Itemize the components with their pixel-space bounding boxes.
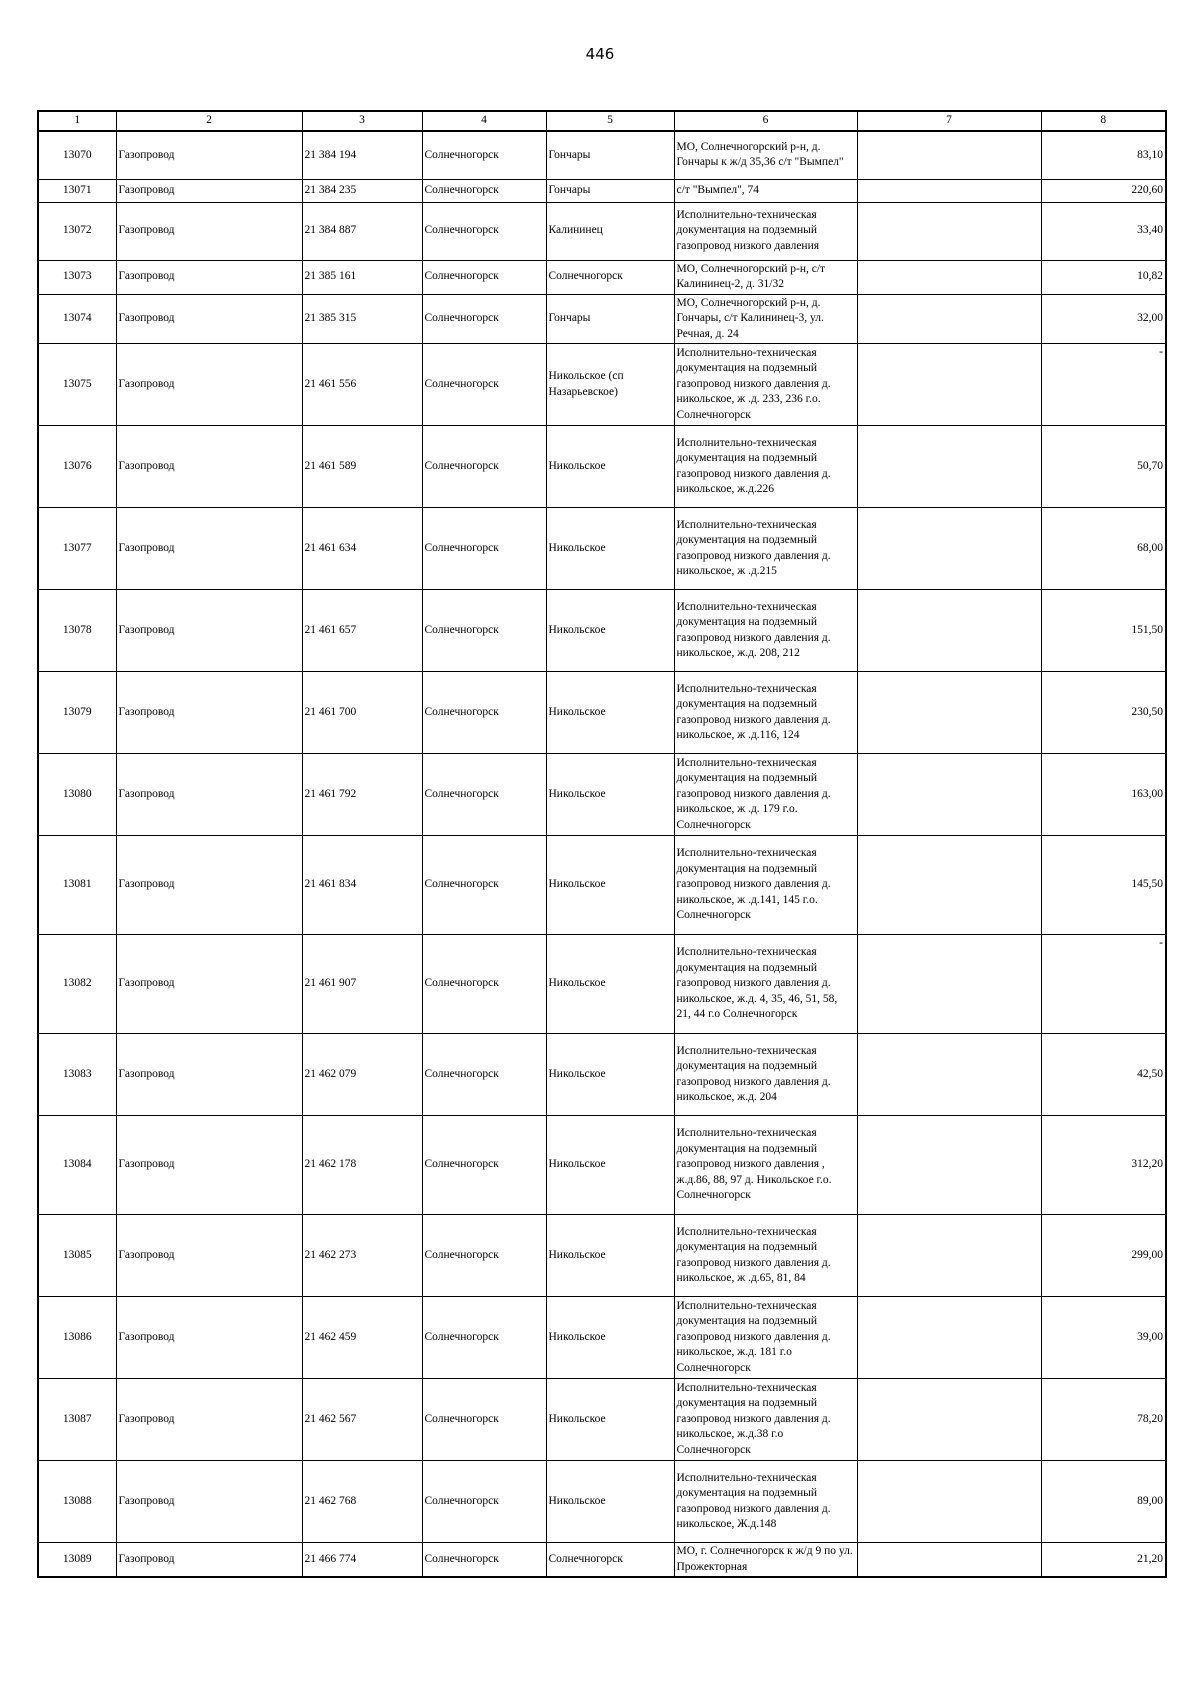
- column-header: 8: [1041, 111, 1166, 131]
- district-name: Солнечногорск: [422, 131, 546, 179]
- locality-name: Никольское: [546, 1297, 674, 1379]
- address-text: Исполнительно-техническая документация на подземный газопровод низкого давления д. никольское, ж.д.38 г.о Солнечногорск: [674, 1379, 857, 1461]
- address-text: Исполнительно-техническая документация на подземный газопровод низкого давления д. никольское, ж .д.116, 124: [674, 672, 857, 754]
- district-name: Солнечногорск: [422, 202, 546, 260]
- district-name: Солнечногорск: [422, 836, 546, 935]
- address-text: Исполнительно-техническая документация на подземный газопровод низкого давления д. никольское, ж.д. 208, 212: [674, 590, 857, 672]
- object-name: Газопровод: [116, 1116, 302, 1215]
- district-name: Солнечногорск: [422, 590, 546, 672]
- length-value: 10,82: [1041, 260, 1166, 294]
- address-text: с/т "Вымпел", 74: [674, 179, 857, 202]
- address-text: Исполнительно-техническая документация на подземный газопровод низкого давления д. никольское, ж .д. 179 г.о. Солнечногорск: [674, 754, 857, 836]
- column-header: 6: [674, 111, 857, 131]
- length-value: 312,20: [1041, 1116, 1166, 1215]
- object-name: Газопровод: [116, 131, 302, 179]
- length-value: 42,50: [1041, 1034, 1166, 1116]
- district-name: Солнечногорск: [422, 1215, 546, 1297]
- table-row: [38, 426, 1166, 508]
- length-value: -: [1041, 344, 1166, 426]
- address-text: МО, Солнечногорский р-н, д. Гончары, с/т Калининец-3, ул. Речная, д. 24: [674, 294, 857, 344]
- locality-name: Гончары: [546, 179, 674, 202]
- object-name: Газопровод: [116, 202, 302, 260]
- column-7-cell: [857, 260, 1041, 294]
- object-name: Газопровод: [116, 179, 302, 202]
- district-name: Солнечногорск: [422, 260, 546, 294]
- table-row: [38, 1461, 1166, 1543]
- locality-name: Гончары: [546, 131, 674, 179]
- table-row: [38, 672, 1166, 754]
- row-number: 13070: [38, 131, 116, 179]
- address-text: Исполнительно-техническая документация на подземный газопровод низкого давления д. никольское, ж .д.65, 81, 84: [674, 1215, 857, 1297]
- length-value: 89,00: [1041, 1461, 1166, 1543]
- length-value: 50,70: [1041, 426, 1166, 508]
- column-7-cell: [857, 202, 1041, 260]
- column-header: 4: [422, 111, 546, 131]
- locality-name: Солнечногорск: [546, 1543, 674, 1578]
- row-number: 13086: [38, 1297, 116, 1379]
- table-row: [38, 1116, 1166, 1215]
- table-body: [38, 131, 1166, 1577]
- object-code: 21 466 774: [302, 1543, 422, 1578]
- row-number: 13078: [38, 590, 116, 672]
- column-7-cell: [857, 1297, 1041, 1379]
- table-row: [38, 1215, 1166, 1297]
- district-name: Солнечногорск: [422, 672, 546, 754]
- district-name: Солнечногорск: [422, 1461, 546, 1543]
- column-7-cell: [857, 179, 1041, 202]
- object-code: 21 462 178: [302, 1116, 422, 1215]
- row-number: 13084: [38, 1116, 116, 1215]
- locality-name: Никольское: [546, 935, 674, 1034]
- row-number: 13085: [38, 1215, 116, 1297]
- locality-name: Никольское: [546, 1461, 674, 1543]
- object-name: Газопровод: [116, 836, 302, 935]
- row-number: 13076: [38, 426, 116, 508]
- district-name: Солнечногорск: [422, 1297, 546, 1379]
- object-name: Газопровод: [116, 1297, 302, 1379]
- column-header: 5: [546, 111, 674, 131]
- object-code: 21 461 907: [302, 935, 422, 1034]
- locality-name: Солнечногорск: [546, 260, 674, 294]
- object-code: 21 461 792: [302, 754, 422, 836]
- object-code: 21 462 459: [302, 1297, 422, 1379]
- column-7-cell: [857, 935, 1041, 1034]
- column-7-cell: [857, 1379, 1041, 1461]
- length-value: 21,20: [1041, 1543, 1166, 1578]
- length-value: 151,50: [1041, 590, 1166, 672]
- row-number: 13071: [38, 179, 116, 202]
- object-code: 21 461 556: [302, 344, 422, 426]
- row-number: 13074: [38, 294, 116, 344]
- row-number: 13088: [38, 1461, 116, 1543]
- object-code: 21 384 194: [302, 131, 422, 179]
- column-7-cell: [857, 836, 1041, 935]
- table-row: [38, 179, 1166, 202]
- length-value: 33,40: [1041, 202, 1166, 260]
- object-code: 21 385 161: [302, 260, 422, 294]
- object-name: Газопровод: [116, 590, 302, 672]
- length-value: 39,00: [1041, 1297, 1166, 1379]
- object-code: 21 461 634: [302, 508, 422, 590]
- object-name: Газопровод: [116, 935, 302, 1034]
- column-7-cell: [857, 1543, 1041, 1578]
- column-header: 2: [116, 111, 302, 131]
- table-row: [38, 260, 1166, 294]
- object-code: 21 462 079: [302, 1034, 422, 1116]
- row-number: 13079: [38, 672, 116, 754]
- row-number: 13072: [38, 202, 116, 260]
- table-row: [38, 754, 1166, 836]
- column-header: 3: [302, 111, 422, 131]
- district-name: Солнечногорск: [422, 935, 546, 1034]
- address-text: МО, Солнечногорский р-н, д. Гончары к ж/д 35,36 с/т "Вымпел": [674, 131, 857, 179]
- row-number: 13080: [38, 754, 116, 836]
- length-value: 163,00: [1041, 754, 1166, 836]
- address-text: Исполнительно-техническая документация на подземный газопровод низкого давления д. никольское, ж .д. 233, 236 г.о. Солнечногорск: [674, 344, 857, 426]
- column-7-cell: [857, 754, 1041, 836]
- length-value: 68,00: [1041, 508, 1166, 590]
- row-number: 13081: [38, 836, 116, 935]
- object-code: 21 385 315: [302, 294, 422, 344]
- address-text: Исполнительно-техническая документация на подземный газопровод низкого давления д. никольское, ж .д.215: [674, 508, 857, 590]
- table-row: [38, 1297, 1166, 1379]
- length-value: 230,50: [1041, 672, 1166, 754]
- district-name: Солнечногорск: [422, 344, 546, 426]
- locality-name: Никольское: [546, 836, 674, 935]
- district-name: Солнечногорск: [422, 1543, 546, 1578]
- locality-name: Никольское: [546, 672, 674, 754]
- table-row: [38, 344, 1166, 426]
- table-row: [38, 590, 1166, 672]
- column-7-cell: [857, 1034, 1041, 1116]
- page-number: 446: [585, 45, 615, 63]
- address-text: Исполнительно-техническая документация на подземный газопровод низкого давления: [674, 202, 857, 260]
- table-row: [38, 202, 1166, 260]
- object-code: 21 462 567: [302, 1379, 422, 1461]
- header-row: [38, 111, 1166, 131]
- length-value: 32,00: [1041, 294, 1166, 344]
- address-text: Исполнительно-техническая документация на подземный газопровод низкого давления д. никольское, ж.д.226: [674, 426, 857, 508]
- object-name: Газопровод: [116, 754, 302, 836]
- column-7-cell: [857, 344, 1041, 426]
- object-name: Газопровод: [116, 1379, 302, 1461]
- address-text: Исполнительно-техническая документация на подземный газопровод низкого давления д. никольское, Ж.д.148: [674, 1461, 857, 1543]
- object-code: 21 462 768: [302, 1461, 422, 1543]
- column-header: 7: [857, 111, 1041, 131]
- locality-name: Никольское: [546, 590, 674, 672]
- object-code: 21 462 273: [302, 1215, 422, 1297]
- object-name: Газопровод: [116, 1461, 302, 1543]
- row-number: 13075: [38, 344, 116, 426]
- locality-name: Никольское (сп Назарьевское): [546, 344, 674, 426]
- object-name: Газопровод: [116, 508, 302, 590]
- object-name: Газопровод: [116, 426, 302, 508]
- locality-name: Никольское: [546, 1215, 674, 1297]
- registry-table: [37, 110, 1167, 1578]
- object-code: 21 461 657: [302, 590, 422, 672]
- object-name: Газопровод: [116, 344, 302, 426]
- table-row: [38, 508, 1166, 590]
- address-text: Исполнительно-техническая документация на подземный газопровод низкого давления , ж.д.86, 88, 97 д. Никольское г.о. Солнечногорск: [674, 1116, 857, 1215]
- address-text: МО, г. Солнечногорск к ж/д 9 по ул. Прожекторная: [674, 1543, 857, 1578]
- column-header: 1: [38, 111, 116, 131]
- address-text: Исполнительно-техническая документация на подземный газопровод низкого давления д. никольское, ж .д.141, 145 г.о. Солнечногорск: [674, 836, 857, 935]
- row-number: 13087: [38, 1379, 116, 1461]
- object-name: Газопровод: [116, 294, 302, 344]
- address-text: Исполнительно-техническая документация на подземный газопровод низкого давления д. никольское, ж.д. 181 г.о Солнечногорск: [674, 1297, 857, 1379]
- locality-name: Калининец: [546, 202, 674, 260]
- length-value: 83,10: [1041, 131, 1166, 179]
- object-code: 21 461 589: [302, 426, 422, 508]
- row-number: 13077: [38, 508, 116, 590]
- district-name: Солнечногорск: [422, 754, 546, 836]
- length-value: 220,60: [1041, 179, 1166, 202]
- column-7-cell: [857, 672, 1041, 754]
- district-name: Солнечногорск: [422, 1116, 546, 1215]
- column-7-cell: [857, 1215, 1041, 1297]
- column-7-cell: [857, 294, 1041, 344]
- column-7-cell: [857, 508, 1041, 590]
- address-text: Исполнительно-техническая документация на подземный газопровод низкого давления д. никольское, ж.д. 204: [674, 1034, 857, 1116]
- table-row: [38, 1543, 1166, 1578]
- object-name: Газопровод: [116, 1215, 302, 1297]
- object-name: Газопровод: [116, 260, 302, 294]
- district-name: Солнечногорск: [422, 179, 546, 202]
- address-text: Исполнительно-техническая документация на подземный газопровод низкого давления д. никольское, ж.д. 4, 35, 46, 51, 58, 21, 44 г.о Солнечногорск: [674, 935, 857, 1034]
- column-7-cell: [857, 1116, 1041, 1215]
- object-name: Газопровод: [116, 672, 302, 754]
- table-row: [38, 131, 1166, 179]
- table-row: [38, 294, 1166, 344]
- length-value: 145,50: [1041, 836, 1166, 935]
- district-name: Солнечногорск: [422, 508, 546, 590]
- table-row: [38, 1379, 1166, 1461]
- locality-name: Никольское: [546, 1379, 674, 1461]
- object-name: Газопровод: [116, 1543, 302, 1578]
- locality-name: Никольское: [546, 426, 674, 508]
- row-number: 13089: [38, 1543, 116, 1578]
- district-name: Солнечногорск: [422, 1379, 546, 1461]
- object-code: 21 384 887: [302, 202, 422, 260]
- column-7-cell: [857, 590, 1041, 672]
- object-code: 21 461 834: [302, 836, 422, 935]
- table-row: [38, 836, 1166, 935]
- object-code: 21 461 700: [302, 672, 422, 754]
- locality-name: Никольское: [546, 1116, 674, 1215]
- length-value: -: [1041, 935, 1166, 1034]
- length-value: 78,20: [1041, 1379, 1166, 1461]
- locality-name: Никольское: [546, 1034, 674, 1116]
- length-value: 299,00: [1041, 1215, 1166, 1297]
- object-name: Газопровод: [116, 1034, 302, 1116]
- locality-name: Никольское: [546, 508, 674, 590]
- table-row: [38, 935, 1166, 1034]
- district-name: Солнечногорск: [422, 1034, 546, 1116]
- district-name: Солнечногорск: [422, 426, 546, 508]
- object-code: 21 384 235: [302, 179, 422, 202]
- row-number: 13083: [38, 1034, 116, 1116]
- locality-name: Гончары: [546, 294, 674, 344]
- district-name: Солнечногорск: [422, 294, 546, 344]
- column-7-cell: [857, 131, 1041, 179]
- row-number: 13082: [38, 935, 116, 1034]
- table-row: [38, 1034, 1166, 1116]
- address-text: МО, Солнечногорский р-н, с/т Калининец-2, д. 31/32: [674, 260, 857, 294]
- column-7-cell: [857, 426, 1041, 508]
- row-number: 13073: [38, 260, 116, 294]
- locality-name: Никольское: [546, 754, 674, 836]
- column-7-cell: [857, 1461, 1041, 1543]
